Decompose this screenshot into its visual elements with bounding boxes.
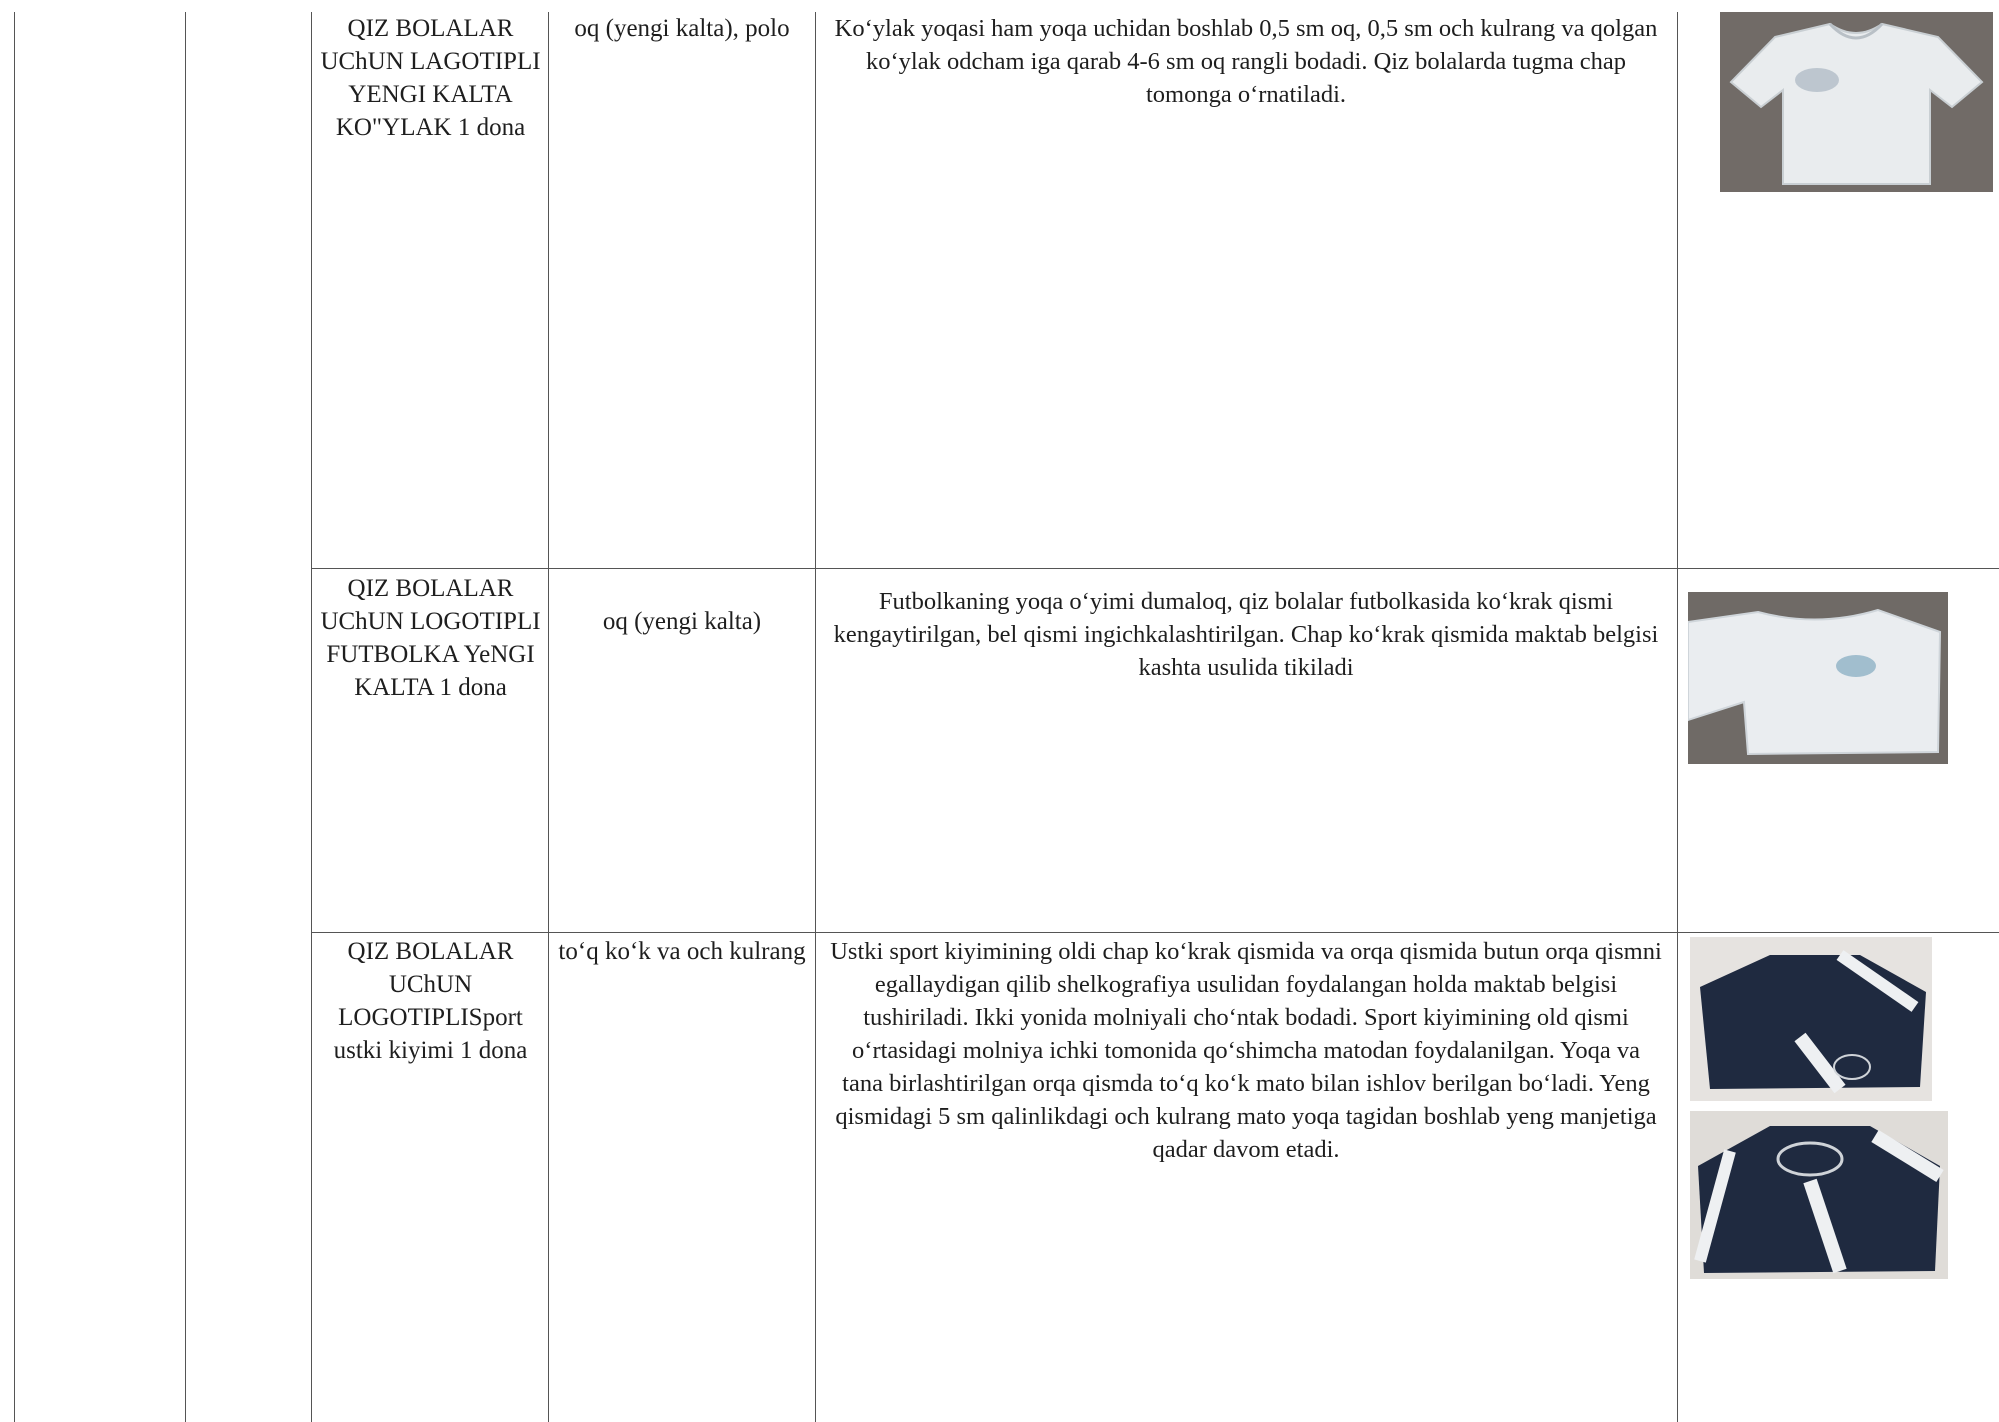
- item-name: QIZ BOLALAR UChUN LOGOTIPLISport ustki kiyimi 1 dona: [333, 938, 528, 1064]
- item-description: Ko‘ylak yoqasi ham yoqa uchidan boshlab 0,5 sm oq, 0,5 sm och kulrang va qolgan ko‘ylak odcham iga qarab 4-6 sm oq rangli bodadi. Qiz bolalarda tugma chap tomonga o‘rnatiladi.: [834, 15, 1658, 108]
- item-color: oq (yengi kalta): [602, 608, 762, 635]
- item-color: to‘q ko‘k va och kulrang: [558, 938, 806, 965]
- item-description: Ustki sport kiyimining oldi chap ko‘krak qismida va orqa qismida butun orqa qismni egallaydigan qilib shelkografiya usulidan foydalangan holda maktab belgisi tushiriladi. Ikki yonida molniyali cho‘ntak bodadi. Sport kiyimining old qismi o‘rtasidagi molniya ichki tomonida qo‘shimcha matodan foydalanilgan. Yoqa va tana birlashtirilgan orqa qismda to‘q ko‘k mato bilan ishlov berilgan bo‘ladi. Yeng qismidagi 5 sm qalinlikdagi och kulrang mato yoqa tagidan boshlab yeng manjetiga qadar davom etadi.: [830, 938, 1662, 1163]
- column-divider: [548, 12, 549, 1422]
- item-name: QIZ BOLALAR UChUN LOGOTIPLI FUTBOLKA YeNGI KALTA 1 dona: [320, 575, 541, 701]
- white-tshirt-photo: [1688, 592, 1948, 764]
- row-divider: [311, 568, 1999, 569]
- item-color: oq (yengi kalta), polo: [574, 15, 790, 42]
- column-divider: [185, 12, 186, 1422]
- column-divider: [14, 12, 15, 1422]
- item-name: QIZ BOLALAR UChUN LAGOTIPLI YENGI KALTA KO"YLAK 1 dona: [320, 15, 541, 141]
- white-polo-shirt-photo: [1720, 12, 1993, 192]
- navy-sport-jacket-photo: [1690, 937, 1932, 1101]
- item-description: Futbolkaning yoqa o‘yimi dumaloq, qiz bolalar futbolkasida ko‘krak qismi kengaytirilgan, bel qismi ingichkalashtirilgan. Chap ko‘krak qismida maktab belgisi kashta usulida tikiladi: [833, 588, 1659, 681]
- navy-sport-jacket-photo: [1690, 1111, 1948, 1279]
- column-divider: [311, 12, 312, 1422]
- row-divider: [311, 932, 1999, 933]
- column-divider: [815, 12, 816, 1422]
- column-divider: [1677, 12, 1678, 1422]
